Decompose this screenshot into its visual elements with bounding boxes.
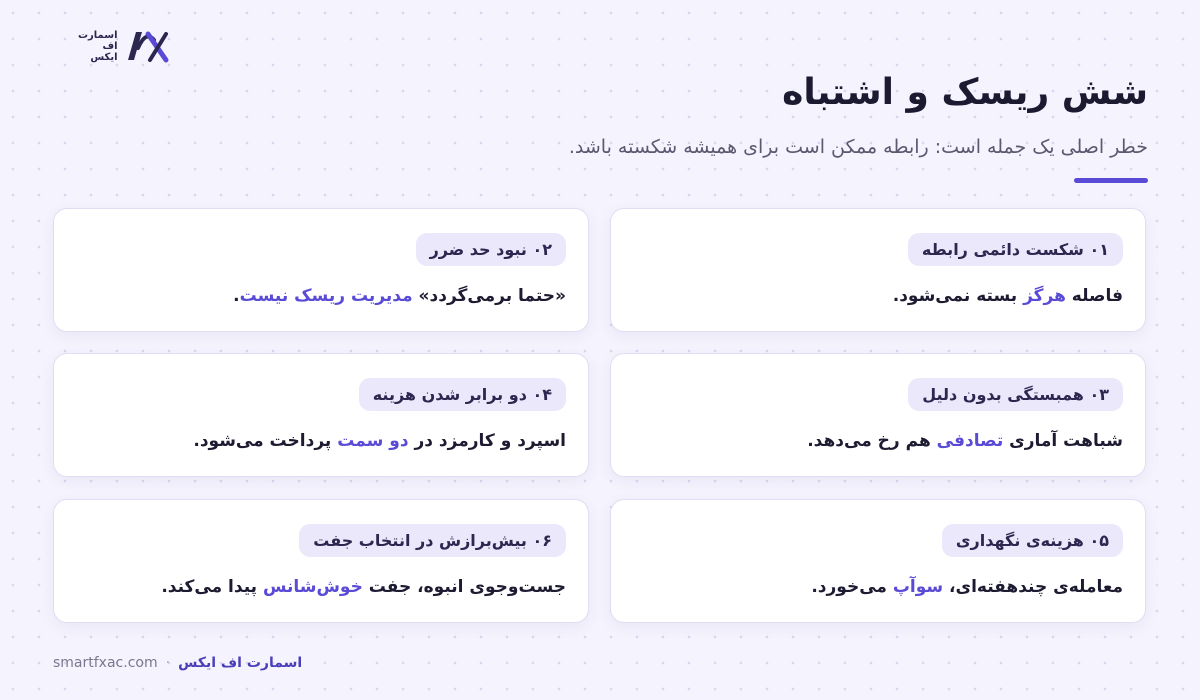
- risk-desc-1-highlight: هرگز: [1023, 286, 1066, 306]
- risk-desc-2-highlight: مدیریت ریسک نیست: [239, 286, 413, 306]
- title-underline: [1074, 178, 1148, 183]
- risk-card-2: [53, 208, 589, 332]
- risk-label-6: ۰۶ بیش‌برازش در انتخاب جفت: [299, 524, 566, 557]
- logo-line-2: اف: [102, 40, 118, 52]
- footer: [53, 655, 302, 671]
- risk-desc-4: [193, 431, 566, 451]
- risk-card-4: [53, 353, 589, 477]
- risk-desc-4-highlight: دو سمت: [337, 431, 409, 451]
- risk-desc-5-text: معامله‌ی چندهفته‌ای،: [943, 577, 1123, 597]
- risk-card-1: [610, 208, 1146, 332]
- risk-desc-3-highlight: تصادفی: [936, 431, 1004, 451]
- risk-desc-6-end: پیدا می‌کند.: [161, 577, 263, 597]
- risk-label-1: ۰۱ شکست دائمی رابطه: [908, 233, 1123, 266]
- footer-separator: ·: [165, 655, 171, 671]
- risk-card-6: [53, 499, 589, 623]
- risk-desc-4-end: پرداخت می‌شود.: [193, 431, 338, 451]
- risk-desc-1-end: بسته نمی‌شود.: [892, 286, 1024, 306]
- risk-desc-3-text: شباهت آماری: [1003, 431, 1123, 451]
- risk-desc-4-text: اسپرد و کارمزد در: [408, 431, 566, 451]
- risk-card-5: [610, 499, 1146, 623]
- risk-desc-6-highlight: خوش‌شانس: [262, 577, 363, 597]
- logo-line-3: ایکس: [90, 51, 118, 63]
- risk-label-4: ۰۴ دو برابر شدن هزینه: [359, 378, 566, 411]
- logo-text: [78, 30, 118, 63]
- risk-desc-1-text: فاصله: [1065, 286, 1123, 306]
- risk-desc-5: [811, 577, 1123, 597]
- page-subtitle: خطر اصلی یک جمله است: رابطه ممکن است برای همیشه شکسته باشد.: [568, 136, 1148, 158]
- risk-desc-2: [233, 286, 566, 306]
- risk-desc-5-highlight: سوآپ: [892, 577, 944, 597]
- risk-desc-3: [807, 431, 1123, 451]
- brand-logo: [78, 24, 173, 68]
- logo-mark-icon: [124, 26, 170, 66]
- risk-desc-6-text: جست‌وجوی انبوه، جفت: [362, 577, 566, 597]
- footer-brand: اسمارت اف ایکس: [178, 655, 303, 671]
- risk-desc-6: [161, 577, 566, 597]
- page-title: شش ریسک و اشتباه: [782, 72, 1148, 113]
- risk-desc-5-end: می‌خورد.: [811, 577, 893, 597]
- risk-desc-2-text: «حتما برمی‌گردد»: [412, 286, 566, 306]
- risk-card-3: [610, 353, 1146, 477]
- risk-label-3: ۰۳ همبستگی بدون دلیل: [908, 378, 1123, 411]
- risk-label-2: ۰۲ نبود حد ضرر: [416, 233, 566, 266]
- risk-desc-1: [893, 286, 1123, 306]
- risk-desc-2-end: .: [233, 286, 240, 306]
- footer-url[interactable]: smartfxac.com: [53, 655, 158, 671]
- risk-label-5: ۰۵ هزینه‌ی نگهداری: [942, 524, 1123, 557]
- risk-desc-3-end: هم رخ می‌دهد.: [807, 431, 937, 451]
- logo-line-1: اسمارت: [78, 29, 118, 41]
